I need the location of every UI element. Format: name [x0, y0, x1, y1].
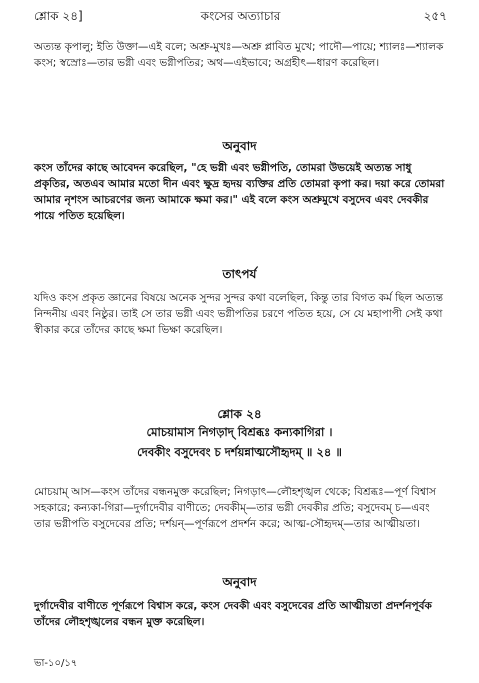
word-synonyms-previous-verse: অত্যন্ত কৃপালু; ইতি উক্তা—এই বলে; অশ্রু-মুখঃ—অশ্রু প্লাবিত মুখে; পাদৌ—পায়ে; শ্যালঃ—শ্যালক কংস; স্বস্রোঃ—তার ভগ্নী এবং ভগ্নীপতির; অথ—এইভাবে; অগ্রহীৎ—ধারণ করেছিল। — [34, 41, 444, 69]
header-chapter-title: কংসের অত্যাচার — [200, 9, 281, 23]
header-verse-reference: শ্লোক ২৪] — [34, 9, 83, 23]
running-header — [34, 8, 447, 26]
translation-text-verse-24: দুর্গাদেবীর বাণীতে পূর্ণরূপে বিশ্বাস করে, কংস দেবকী এবং বসুদেবের প্রতি আত্মীয়তা প্রদর্শনপূর্বক তাঁদের লৌহশৃঙ্খলের বন্ধন মুক্ত করেছিল। — [34, 600, 432, 628]
verse-line-1: মোচয়ামাস নিগড়াদ্ বিশ্রব্ধঃ কন্যকাগিরা । — [146, 425, 333, 439]
purport-heading: তাৎপর্য — [222, 267, 257, 281]
footer-signature-mark: ভা-১০/১৭ — [34, 658, 78, 669]
translation-text: কংস তাঁদের কাছে আবেদন করেছিল, "হে ভগ্নী এবং ভগ্নীপতি, তোমরা উভয়েই অত্যন্ত সাধু প্রকৃতির, অতএব আমার মতো দীন এবং ক্ষুদ্র হৃদয় ব্যক্তির প্রতি তোমরা কৃপা কর। দয়া করে তোমরা আমার নৃশংস আচরণের জন্য আমাকে ক্ষমা কর।" এই বলে কংস অশ্রুমুখে বসুদেব এবং দেবকীর পায়ে পতিত হয়েছিল। — [34, 162, 445, 222]
purport-text: যদিও কংস প্রকৃত জ্ঞানের বিষয়ে অনেক সুন্দর সুন্দর কথা বলেছিল, কিন্তু তার বিগত কর্ম ছিল অত্যন্ত নিন্দনীয় এবং নিষ্ঠুর। তাই সে তার ভগ্নী এবং ভগ্নীপতির চরণে পতিত হয়ে, সে যে মহাপাপী সেই কথা স্বীকার করে তাঁদের কাছে ক্ষমা ভিক্ষা করেছিল। — [34, 292, 443, 336]
page-number: ২৫৭ — [423, 9, 447, 23]
verse-line-2: দেবকীং বসুদেবং চ দর্শয়ন্নাত্মসৌহৃদম্ ॥ ২৪ ॥ — [137, 445, 342, 459]
translation-heading-verse-24: অনুবাদ — [222, 575, 257, 589]
translation-heading: অনুবাদ — [222, 139, 257, 153]
word-synonyms-verse-24: মোচয়াম্ আস—কংস তাঁদের বন্ধনমুক্ত করেছিল; নিগড়াৎ—লৌহশৃঙ্খল থেকে; বিশ্রব্ধঃ—পূর্ণ বিশ্বাস সহকারে; কন্যকা-গিরা—দুর্গাদেবীর বাণীতে; দেবকীম্—তার ভগ্নী দেবকীর প্রতি; বসুদেবম্ চ—এবং তার ভগ্নীপতি বসুদেবের প্রতি; দর্শয়ন্—পূর্ণরূপে প্রদর্শন করে; আত্ম-সৌহৃদম্—তার আত্মীয়তা। — [34, 486, 436, 530]
verse-number-heading: শ্লোক ২৪ — [217, 407, 262, 421]
